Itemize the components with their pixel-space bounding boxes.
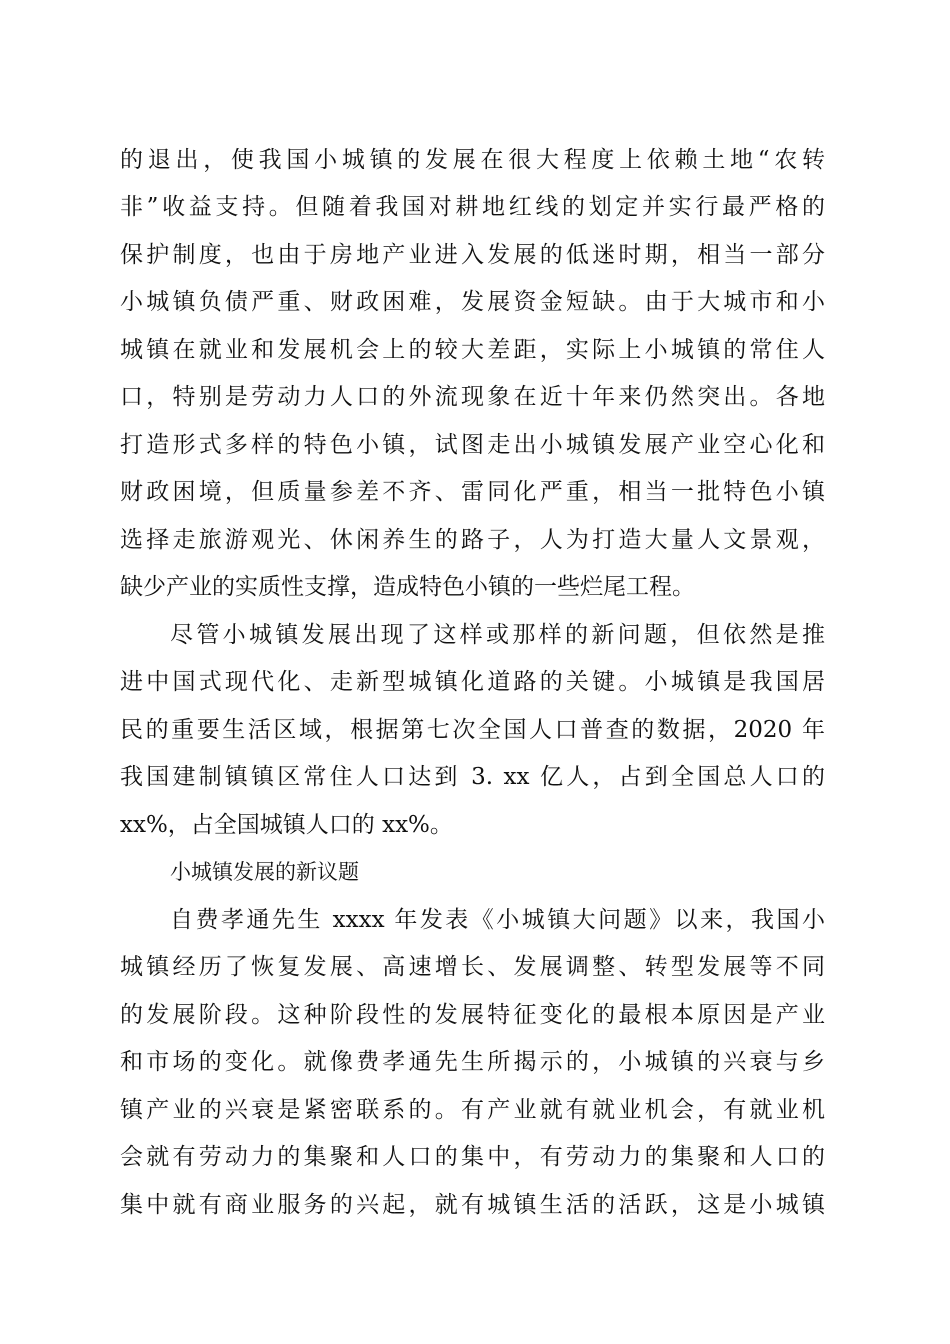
text-line: 选择走旅游观光、休闲养生的路子，人为打造大量人文景观， bbox=[120, 527, 825, 553]
text-line: 镇产业的兴衰是紧密联系的。有产业就有就业机会，有就业机 bbox=[120, 1097, 825, 1123]
text-line: 我国建制镇镇区常住人口达到 3. xx 亿人，占到全国总人口的 bbox=[120, 764, 825, 790]
text-line: 进中国式现代化、走新型城镇化道路的关键。小城镇是我国居 bbox=[120, 669, 825, 695]
text-line: 缺少产业的实质性支撑，造成特色小镇的一些烂尾工程。 bbox=[120, 574, 695, 600]
text-line: 城镇在就业和发展机会上的较大差距，实际上小城镇的常住人 bbox=[120, 337, 825, 363]
text-line: 集中就有商业服务的兴起，就有城镇生活的活跃，这是小城镇 bbox=[120, 1192, 825, 1218]
text-line: 口，特别是劳动力人口的外流现象在近十年来仍然突出。各地 bbox=[120, 384, 825, 410]
text-line: 打造形式多样的特色小镇，试图走出小城镇发展产业空心化和 bbox=[120, 432, 825, 458]
text-line: 的发展阶段。这种阶段性的发展特征变化的最根本原因是产业 bbox=[120, 1002, 825, 1028]
section-heading: 小城镇发展的新议题 bbox=[170, 860, 359, 884]
text-line: 小城镇负债严重、财政困难，发展资金短缺。由于大城市和小 bbox=[120, 289, 825, 315]
text-line: 的退出，使我国小城镇的发展在很大程度上依赖土地“农转 bbox=[120, 147, 825, 173]
text-line: 和市场的变化。就像费孝通先生所揭示的，小城镇的兴衰与乡 bbox=[120, 1049, 825, 1075]
text-line: 会就有劳动力的集聚和人口的集中，有劳动力的集聚和人口的 bbox=[120, 1144, 825, 1170]
text-line: 财政困境，但质量参差不齐、雷同化严重，相当一批特色小镇 bbox=[120, 479, 825, 505]
text-line: xx%，占全国城镇人口的 xx%。 bbox=[120, 812, 453, 838]
text-line: 尽管小城镇发展出现了这样或那样的新问题，但依然是推 bbox=[170, 622, 825, 648]
text-line: 非”收益支持。但随着我国对耕地红线的划定并实行最严格的 bbox=[120, 194, 825, 220]
text-line: 自费孝通先生 xxxx 年发表《小城镇大问题》以来，我国小 bbox=[170, 907, 825, 933]
text-line: 城镇经历了恢复发展、高速增长、发展调整、转型发展等不同 bbox=[120, 954, 825, 980]
text-line: 民的重要生活区域，根据第七次全国人口普查的数据，2020 年 bbox=[120, 717, 825, 743]
text-line: 保护制度，也由于房地产业进入发展的低迷时期，相当一部分 bbox=[120, 242, 825, 268]
